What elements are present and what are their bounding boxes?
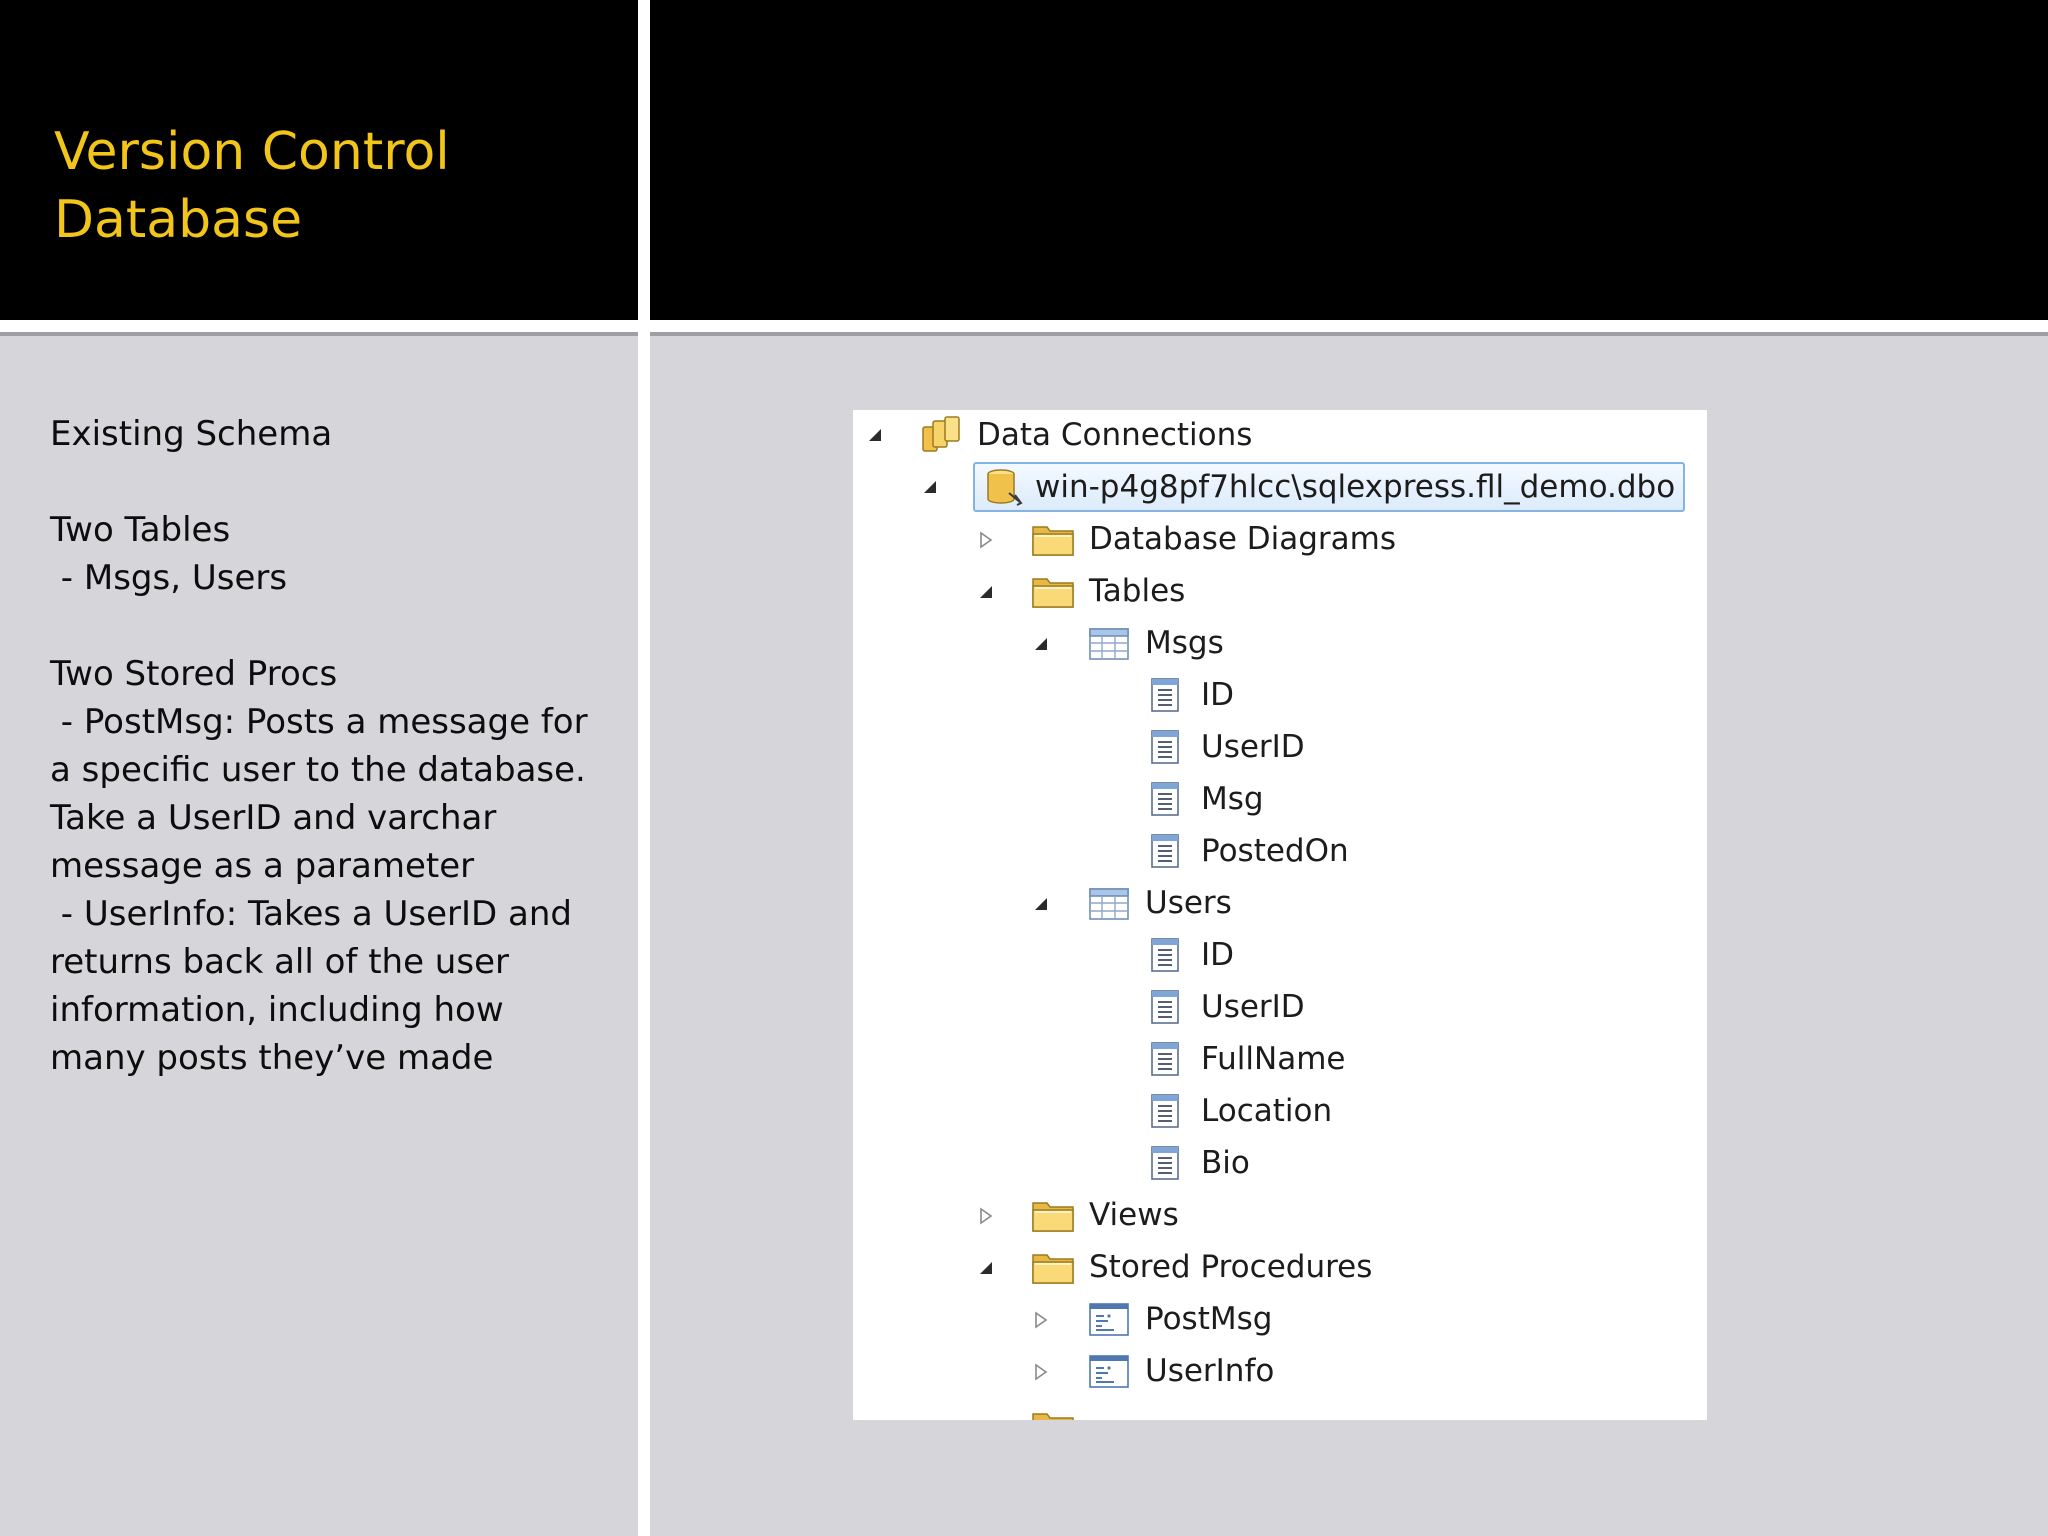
- expanded-triangle-icon[interactable]: [976, 582, 996, 602]
- tree-node-column[interactable]: [1143, 1089, 1332, 1133]
- tree-node-tables[interactable]: [1031, 569, 1185, 613]
- table-icon: [1087, 623, 1131, 663]
- schema-heading: Existing Schema: [50, 414, 333, 454]
- tree-node-column[interactable]: [1143, 725, 1305, 769]
- tree-node-label: win-p4g8pf7hlcc\sqlexpress.fll_demo.dbo: [1035, 469, 1676, 505]
- tree-node-label: PostMsg: [1145, 1301, 1273, 1337]
- tree-node-column[interactable]: [1143, 829, 1349, 873]
- tree-node-table-users[interactable]: [1087, 881, 1232, 925]
- tree-node-label: UserInfo: [1145, 1353, 1275, 1389]
- expanded-triangle-icon[interactable]: [920, 477, 940, 497]
- proc2-line: - UserInfo: Takes a UserID and: [50, 894, 573, 934]
- tree-node-table-msgs[interactable]: [1087, 621, 1224, 665]
- title-band: [0, 0, 638, 320]
- folder-icon: [1031, 1195, 1075, 1235]
- tree-node-procedure[interactable]: [1087, 1297, 1272, 1341]
- folder-icon: [1031, 1406, 1075, 1420]
- tree-node-column[interactable]: [1143, 673, 1234, 717]
- tree-node-column[interactable]: [1143, 1141, 1250, 1185]
- tree-node-label: Data Connections: [977, 417, 1253, 453]
- column-icon: [1143, 1039, 1187, 1079]
- proc2-line: information, including how: [50, 990, 504, 1030]
- folder-icon: [1031, 571, 1075, 611]
- tree-node-column[interactable]: [1143, 777, 1264, 821]
- tables-list: - Msgs, Users: [50, 558, 288, 598]
- tree-node-connection[interactable]: [973, 462, 1685, 512]
- tree-node-label: PostedOn: [1201, 833, 1349, 869]
- stored-procedure-icon: [1087, 1299, 1131, 1339]
- tree-node-column[interactable]: [1143, 1037, 1345, 1081]
- folder-icon: [1031, 519, 1075, 559]
- tree-node-stored-procedures[interactable]: [1031, 1245, 1372, 1289]
- tree-node-data-connections[interactable]: [919, 413, 1252, 457]
- table-icon: [1087, 883, 1131, 923]
- column-icon: [1143, 727, 1187, 767]
- proc1-line: Take a UserID and varchar: [50, 798, 497, 838]
- data-connections-icon: [919, 415, 963, 455]
- collapsed-triangle-icon[interactable]: [1031, 1310, 1051, 1330]
- collapsed-triangle-icon[interactable]: [976, 1206, 996, 1226]
- proc1-line: message as a parameter: [50, 846, 475, 886]
- tree-node-column[interactable]: [1143, 933, 1234, 977]
- database-icon: [983, 467, 1027, 507]
- tree-node-label: UserID: [1201, 989, 1305, 1025]
- tree-node-procedure[interactable]: [1087, 1349, 1274, 1393]
- slide-title-line-1: Version Control: [54, 122, 450, 182]
- tree-node-label: Views: [1089, 1197, 1179, 1233]
- column-icon: [1143, 987, 1187, 1027]
- procs-heading: Two Stored Procs: [50, 654, 338, 694]
- tree-node-label: Users: [1145, 885, 1232, 921]
- tree-node-label: Location: [1201, 1093, 1333, 1129]
- proc1-line: - PostMsg: Posts a message for: [50, 702, 588, 742]
- tree-node-views[interactable]: [1031, 1193, 1179, 1237]
- proc2-line: many posts they’ve made: [50, 1038, 494, 1078]
- tree-node-label: Database Diagrams: [1089, 521, 1397, 557]
- expanded-triangle-icon[interactable]: [976, 1258, 996, 1278]
- tree-node-column[interactable]: [1143, 985, 1305, 1029]
- slide-title-line-2: Database: [54, 190, 303, 250]
- column-icon: [1143, 831, 1187, 871]
- column-icon: [1143, 935, 1187, 975]
- proc2-line: returns back all of the user: [50, 942, 509, 982]
- column-icon: [1143, 1143, 1187, 1183]
- server-explorer-tree: [853, 410, 1707, 1420]
- tree-node-label: Msg: [1201, 781, 1264, 817]
- slide-body: [50, 410, 620, 1082]
- stored-procedure-icon: [1087, 1351, 1131, 1391]
- column-icon: [1143, 675, 1187, 715]
- collapsed-triangle-icon[interactable]: [976, 530, 996, 550]
- proc1-line: a specific user to the database.: [50, 750, 586, 790]
- title-band-right: [650, 0, 2048, 320]
- slide-title: [54, 118, 450, 254]
- tree-node-database-diagrams[interactable]: [1031, 517, 1396, 561]
- collapsed-triangle-icon[interactable]: [1031, 1362, 1051, 1382]
- expanded-triangle-icon[interactable]: [1031, 634, 1051, 654]
- tree-node-label: ID: [1201, 937, 1235, 973]
- tables-heading: Two Tables: [50, 510, 231, 550]
- tree-node-label: Tables: [1089, 573, 1186, 609]
- column-icon: [1143, 779, 1187, 819]
- tree-node-label: UserID: [1201, 729, 1305, 765]
- tree-node-label: ID: [1201, 677, 1235, 713]
- tree-node-label: Stored Procedures: [1089, 1249, 1373, 1285]
- tree-node-label: Bio: [1201, 1145, 1250, 1181]
- tree-node-label: Msgs: [1145, 625, 1224, 661]
- column-icon: [1143, 1091, 1187, 1131]
- folder-icon: [1031, 1247, 1075, 1287]
- expanded-triangle-icon[interactable]: [1031, 894, 1051, 914]
- tree-node-label: FullName: [1201, 1041, 1346, 1077]
- tree-node-cut-off: [1031, 1404, 1089, 1420]
- expanded-triangle-icon[interactable]: [865, 425, 885, 445]
